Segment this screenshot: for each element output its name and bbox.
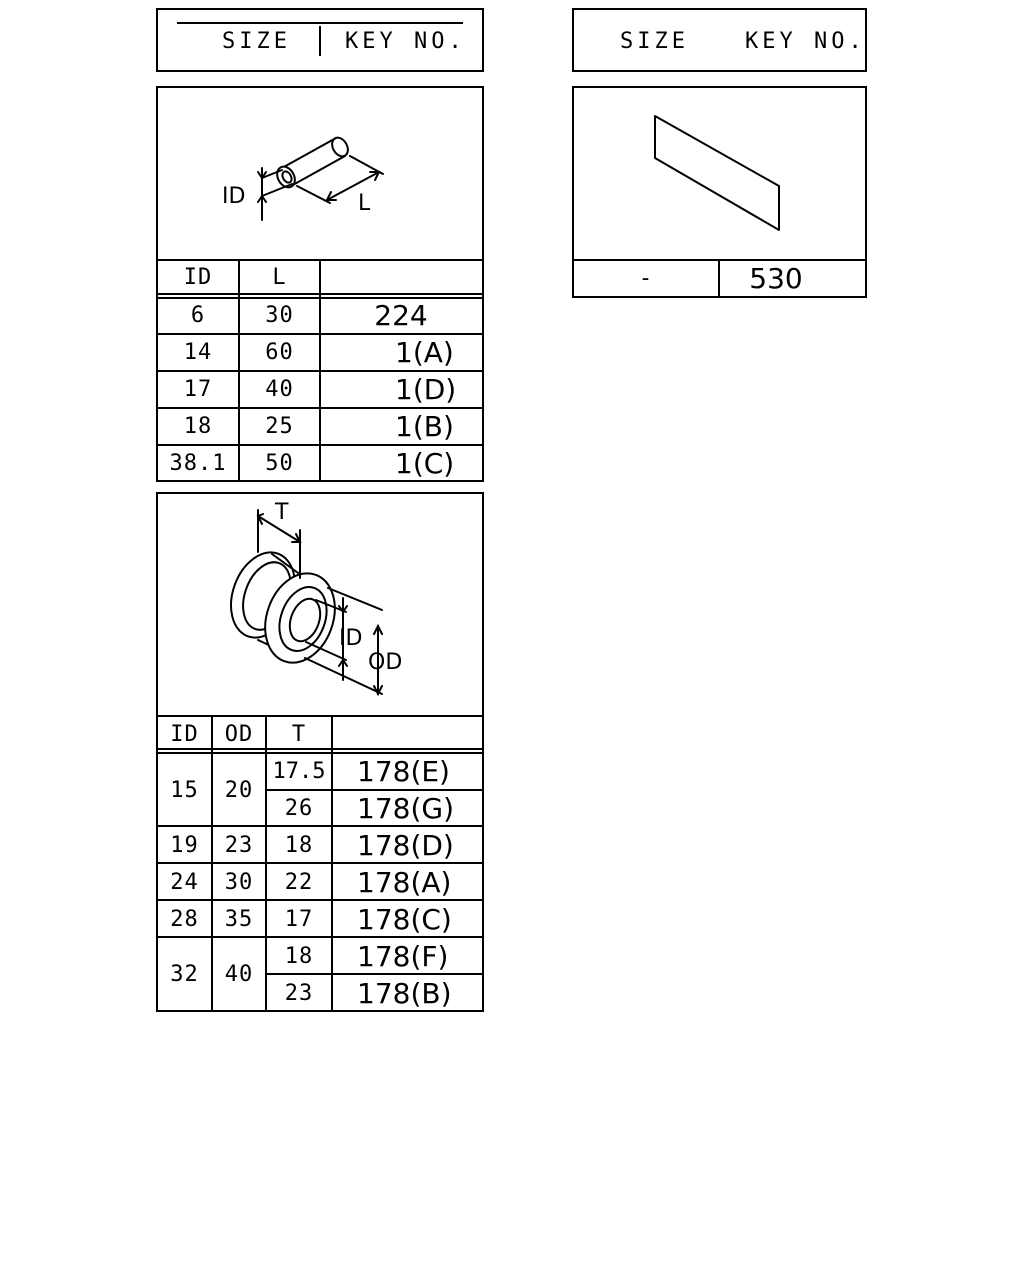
grommet-row-2-t: 26: [284, 796, 314, 821]
grommet-row-3-id: 19: [170, 833, 199, 858]
collar-row-3-l: 40: [265, 377, 294, 402]
grommet-row-7-t: 23: [284, 981, 314, 1006]
right-size-label: SIZE: [620, 29, 689, 54]
collar-row-4-l: 25: [265, 414, 294, 439]
grommet-row-5-id: 28: [170, 907, 199, 932]
collar-row-1-key: 224: [374, 299, 428, 332]
grommet-dim-t: T: [275, 500, 289, 525]
collar-dim-id: ID: [222, 184, 246, 209]
grommet-col-od: OD: [224, 722, 254, 747]
grommet-row-4-t: 22: [284, 870, 314, 895]
collar-row-3-id: 17: [183, 377, 213, 402]
collar-row-2-id: 14: [183, 340, 213, 365]
collar-row-1-l: 30: [265, 303, 294, 328]
grommet-col-id: ID: [170, 722, 199, 747]
sheet-key: 530: [749, 262, 803, 295]
sheet-size: -: [638, 266, 654, 291]
grommet-row-6-key: 178(F): [357, 940, 449, 973]
grommet-row-4-od: 30: [224, 870, 254, 895]
collar-dim-l: L: [358, 191, 371, 216]
grommet-row-7-key: 178(B): [357, 977, 452, 1010]
grommet-row-5-od: 35: [224, 907, 254, 932]
collar-row-5-l: 50: [265, 451, 294, 476]
collar-row-2-key: 1(A): [395, 336, 454, 369]
grommet-row-1-t: 17.5: [272, 759, 326, 784]
collar-row-5-key: 1(C): [395, 447, 455, 480]
grommet-row-5-t: 17: [284, 907, 314, 932]
left-size-label: SIZE: [222, 29, 291, 54]
left-key-label: KEY NO.: [345, 29, 466, 54]
collar-row-2-l: 60: [265, 340, 294, 365]
grommet-col-t: T: [291, 722, 307, 747]
grommet-row-1-key: 178(E): [357, 755, 450, 788]
grommet-row-3-od: 23: [224, 833, 254, 858]
collar-row-4-key: 1(B): [395, 410, 454, 443]
grommet-dim-od: OD: [368, 650, 403, 675]
collar-col-l: L: [272, 265, 287, 290]
grommet-dim-id: ID: [339, 626, 363, 651]
collar-col-id: ID: [183, 265, 213, 290]
collar-row-1-id: 6: [190, 303, 206, 328]
collar-row-5-id: 38.1: [169, 451, 227, 476]
right-key-label: KEY NO.: [745, 29, 866, 54]
collar-row-4-id: 18: [183, 414, 213, 439]
grommet-row-6-id: 32: [170, 962, 199, 987]
grommet-row-1-od: 20: [224, 778, 254, 803]
grommet-row-1-id: 15: [170, 778, 199, 803]
collar-row-3-key: 1(D): [395, 373, 457, 406]
grommet-row-6-od: 40: [224, 962, 254, 987]
grommet-row-4-id: 24: [170, 870, 199, 895]
grommet-row-3-key: 178(D): [357, 829, 454, 862]
grommet-row-6-t: 18: [284, 944, 314, 969]
grommet-row-3-t: 18: [284, 833, 314, 858]
grommet-row-2-key: 178(G): [357, 792, 454, 825]
grommet-row-4-key: 178(A): [357, 866, 452, 899]
grommet-row-5-key: 178(C): [357, 903, 452, 936]
